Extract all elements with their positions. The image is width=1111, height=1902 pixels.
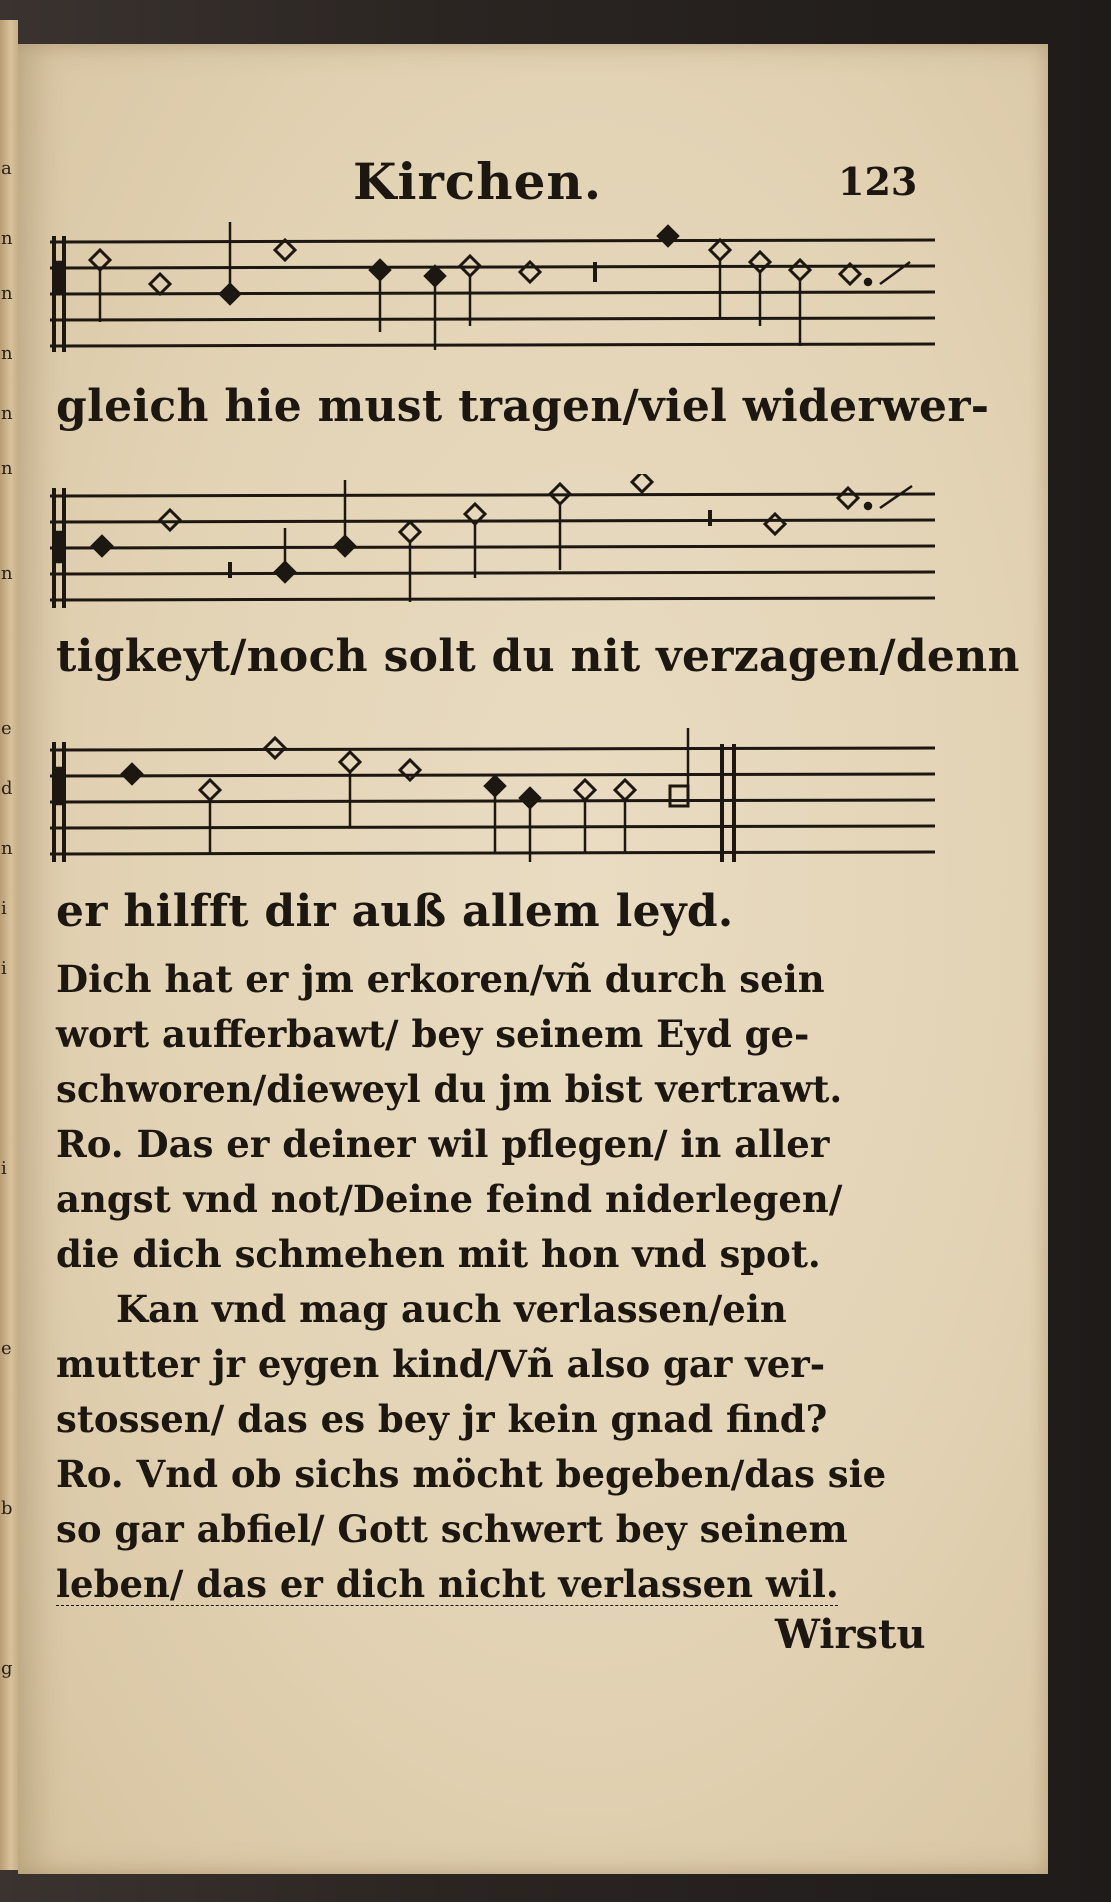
facing-page-fragment: n bbox=[1, 230, 13, 248]
facing-page-fragment: e bbox=[1, 720, 12, 738]
verse-line: Kan vnd mag auch verlassen/ein bbox=[116, 1287, 787, 1331]
facing-page-fragment: n bbox=[1, 285, 13, 303]
facing-page-fragment: n bbox=[1, 565, 13, 583]
verse-line: Dich hat er jm erkoren/vñ durch sein bbox=[56, 957, 825, 1001]
staff-notation-2 bbox=[50, 474, 950, 614]
verse-line: stossen/ das es bey jr kein gnad find? bbox=[56, 1397, 828, 1441]
verse-line: leben/ das er dich nicht verlassen wil. bbox=[56, 1562, 839, 1606]
facing-page-fragment: i bbox=[1, 960, 7, 978]
verse-line: schworen/dieweyl du jm bist vertrawt. bbox=[56, 1067, 843, 1111]
facing-page-fragment: i bbox=[1, 900, 7, 918]
music-staff-1 bbox=[50, 222, 950, 362]
page-number: 123 bbox=[838, 159, 918, 204]
staff-notation-3 bbox=[50, 728, 950, 868]
facing-page-fragment: n bbox=[1, 345, 13, 363]
facing-page-edge bbox=[0, 20, 18, 1870]
catchword: Wirstu bbox=[775, 1611, 926, 1658]
verse-line: so gar abfiel/ Gott schwert bey seinem bbox=[56, 1507, 848, 1551]
facing-page-fragment: b bbox=[1, 1500, 13, 1518]
lyric-line-1: gleich hie must tragen/viel widerwer- bbox=[56, 381, 990, 432]
running-head-title: Kirchen. bbox=[353, 152, 603, 211]
lyric-line-3: er hilfft dir auß allem leyd. bbox=[56, 886, 734, 937]
verse-line: angst vnd not/Deine feind niderlegen/ bbox=[56, 1177, 843, 1221]
facing-page-fragment: a bbox=[1, 160, 12, 178]
lyric-line-2: tigkeyt/noch solt du nit verzagen/denn bbox=[56, 631, 1020, 682]
verse-line: die dich schmehen mit hon vnd spot. bbox=[56, 1232, 821, 1276]
book-page bbox=[18, 44, 1048, 1874]
verse-line: mutter jr eygen kind/Vñ also gar ver- bbox=[56, 1342, 826, 1386]
music-staff-3 bbox=[50, 728, 950, 868]
staff-notation-1 bbox=[50, 222, 950, 362]
facing-page-fragment: n bbox=[1, 840, 13, 858]
facing-page-fragment: d bbox=[1, 780, 13, 798]
facing-page-fragment: i bbox=[1, 1160, 7, 1178]
verse-text-block bbox=[56, 952, 956, 1612]
facing-page-fragment: e bbox=[1, 1340, 12, 1358]
facing-page-fragment: n bbox=[1, 405, 13, 423]
facing-page-fragment: g bbox=[1, 1660, 13, 1678]
verse-line: wort aufferbawt/ bey seinem Eyd ge- bbox=[56, 1012, 810, 1056]
music-staff-2 bbox=[50, 474, 950, 614]
verse-line: Ro. Das er deiner wil pflegen/ in aller bbox=[56, 1122, 830, 1166]
facing-page-fragment: n bbox=[1, 460, 13, 478]
verse-line: Ro. Vnd ob sichs möcht begeben/das sie bbox=[56, 1452, 887, 1496]
